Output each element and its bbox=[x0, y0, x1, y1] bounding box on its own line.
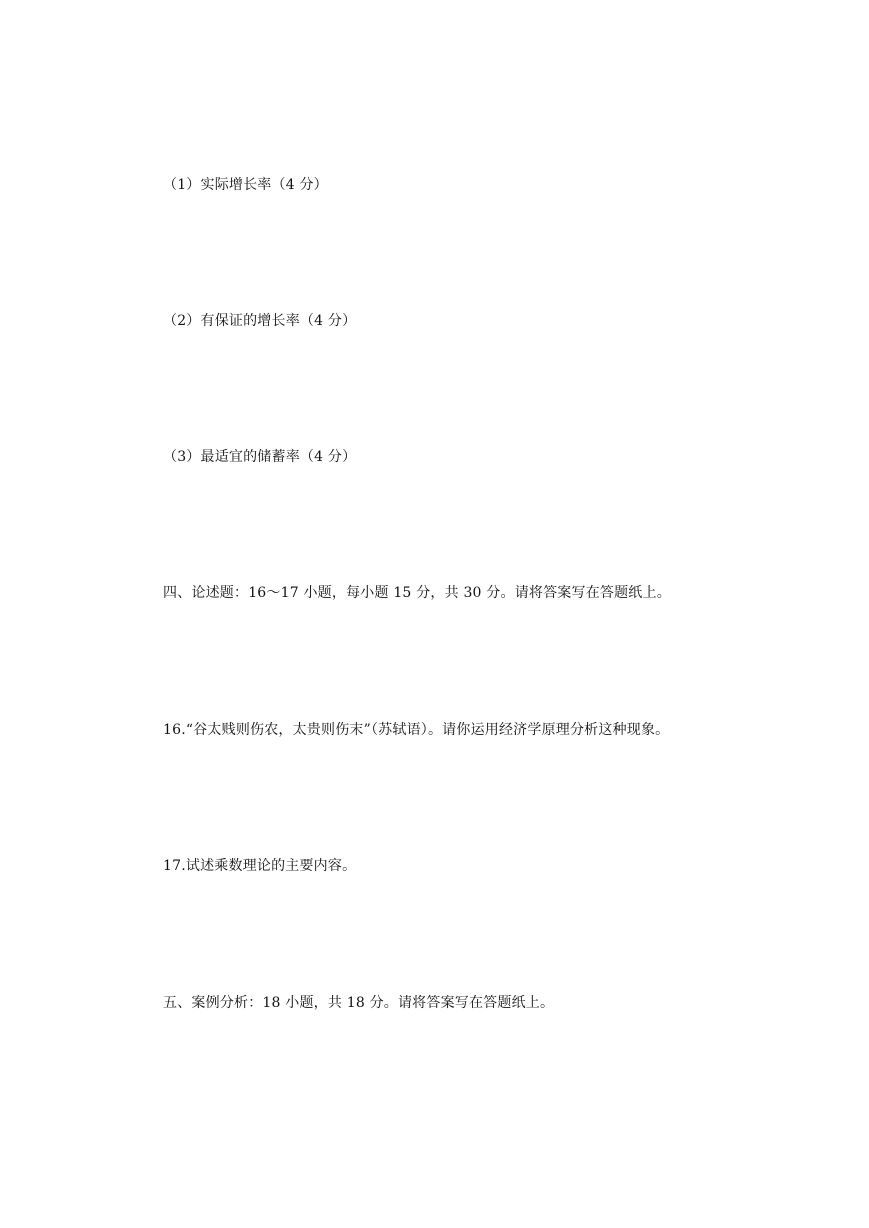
section-5-heading: 五、案例分析：18 小题，共 18 分。请将答案写在答题纸上。 bbox=[163, 995, 555, 1011]
sub-question-1-actual-growth-rate: （1）实际增长率（4 分） bbox=[163, 177, 328, 193]
sub-question-3-optimal-saving-rate: （3）最适宜的储蓄率（4 分） bbox=[163, 449, 357, 465]
question-16: 16.“谷太贱则伤农，太贵则伤末”（苏轼语）。请你运用经济学原理分析这种现象。 bbox=[163, 722, 670, 738]
question-17: 17.试述乘数理论的主要内容。 bbox=[163, 858, 357, 874]
section-4-heading: 四、论述题：16～17 小题，每小题 15 分，共 30 分。请将答案写在答题纸上。 bbox=[163, 585, 671, 601]
sub-question-2-warranted-growth-rate: （2）有保证的增长率（4 分） bbox=[163, 313, 357, 329]
